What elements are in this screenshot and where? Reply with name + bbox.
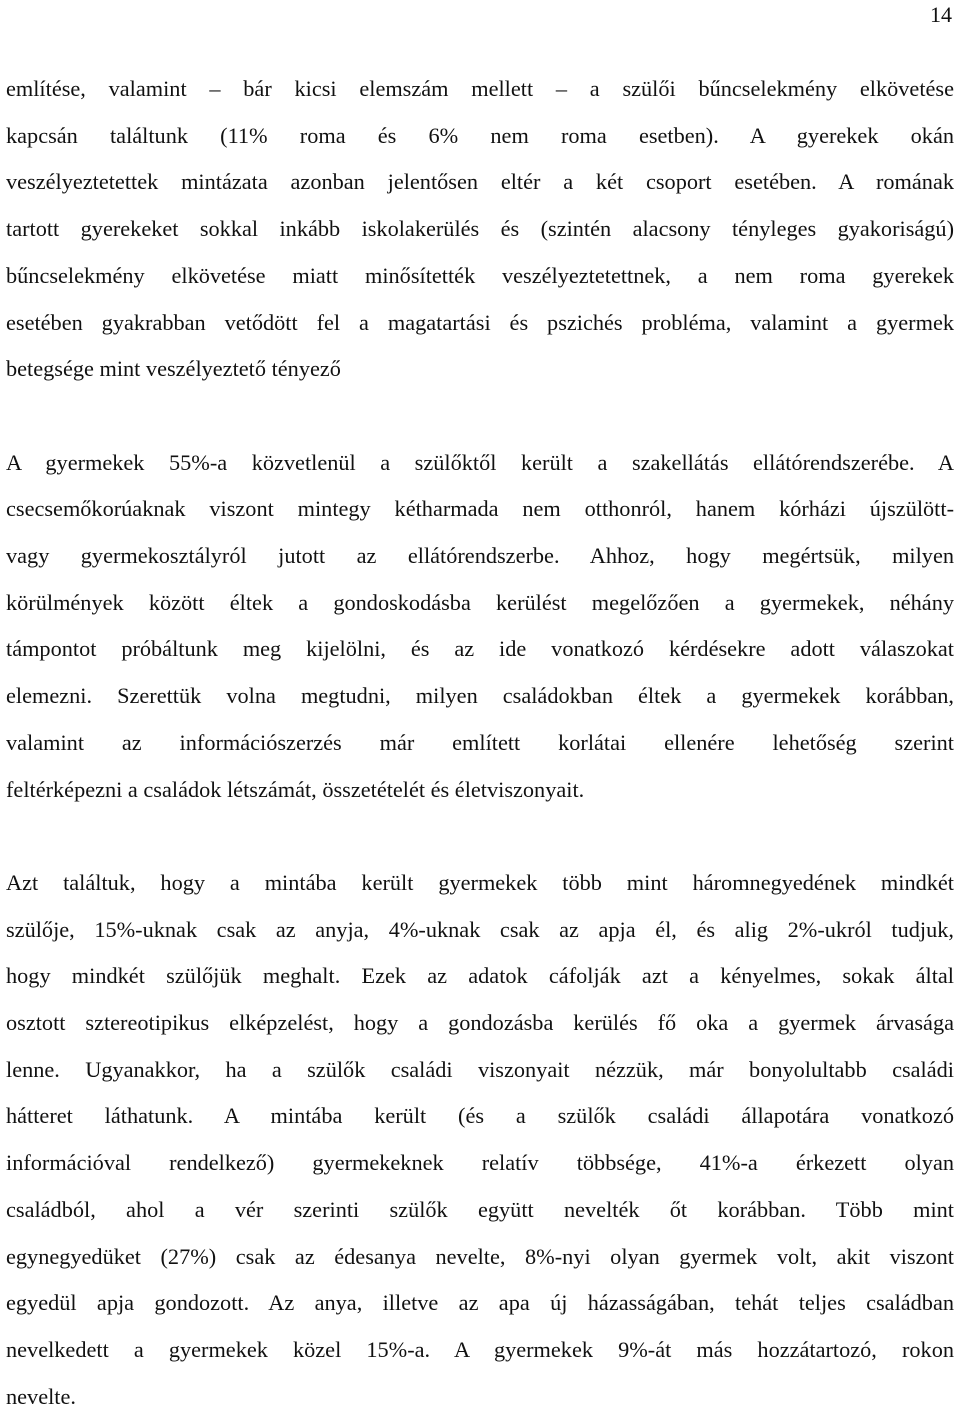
text-line: A gyermekek 55%-a közvetlenül a szülőktől került a szakellátás ellátórendszerébe. A bbox=[6, 449, 954, 475]
text-line: családból, ahol a vér szerinti szülők együtt nevelték őt korábban. Több mint bbox=[6, 1196, 954, 1222]
text-line: információval rendelkező) gyermekeknek relatív többsége, 41%-a érkezett olyan bbox=[6, 1150, 954, 1176]
paragraph-3 bbox=[6, 860, 954, 1420]
text-line: körülmények között éltek a gondoskodásba kerülést megelőzően a gyermekek, néhány bbox=[6, 589, 954, 615]
text-line: tartott gyerekeket sokkal inkább iskolakerülés és (szintén alacsony tényleges gyakoriságú) bbox=[6, 216, 954, 242]
text-line: feltérképezni a családok létszámát, összetételét és életviszonyait. bbox=[6, 776, 585, 802]
text-line: veszélyeztetettek mintázata azonban jelentősen eltér a két csoport esetében. A romának bbox=[6, 169, 954, 195]
text-line: vagy gyermekosztályról jutott az ellátórendszerbe. Ahhoz, hogy megértsük, milyen bbox=[6, 543, 954, 569]
text-line: említése, valamint – bár kicsi elemszám mellett – a szülői bűncselekmény elkövetése bbox=[6, 76, 954, 101]
text-line: egyedül apja gondozott. Az anya, illetve az apa új házasságában, tehát teljes családban bbox=[6, 1290, 954, 1316]
text-line: Azt találtuk, hogy a mintába került gyermekek több mint háromnegyedének mindkét bbox=[6, 869, 954, 895]
text-line: kapcsán találtunk (11% roma és 6% nem roma esetben). A gyerekek okán bbox=[6, 122, 954, 148]
text-line: bűncselekmény elkövetése miatt minősítették veszélyeztetettnek, a nem roma gyerekek bbox=[6, 262, 954, 288]
paragraph-2 bbox=[6, 440, 954, 814]
text-line: osztott sztereotipikus elképzelést, hogy a gondozásba kerülés fő oka a gyermek árvasága bbox=[6, 1010, 954, 1036]
text-line: támpontot próbáltunk meg kijelölni, és az ide vonatkozó kérdésekre adott válaszokat bbox=[6, 636, 954, 662]
text-line: lenne. Ugyanakkor, ha a szülők családi viszonyait nézzük, már bonyolultabb családi bbox=[6, 1056, 954, 1082]
text-line: elemezni. Szerettük volna megtudni, milyen családokban éltek a gyermekek korábban, bbox=[6, 683, 954, 709]
text-line: valamint az információszerzés már említett korlátai ellenére lehetőség szerint bbox=[6, 729, 954, 755]
text-line: szülője, 15%-uknak csak az anyja, 4%-uknak csak az apja él, és alig 2%-ukról tudjuk, bbox=[6, 916, 954, 942]
text-line: csecsemőkorúaknak viszont mintegy kétharmada nem otthonról, hanem kórházi újszülött- bbox=[6, 496, 954, 522]
page-number: 14 bbox=[930, 2, 952, 27]
text-line: egynegyedüket (27%) csak az édesanya nevelte, 8%-nyi olyan gyermek volt, akit viszont bbox=[6, 1243, 954, 1269]
text-line: esetében gyakrabban vetődött fel a magatartási és pszichés probléma, valamint a gyermek bbox=[6, 309, 954, 335]
text-line: nevelte. bbox=[6, 1383, 76, 1409]
document-body bbox=[6, 66, 954, 1420]
paragraph-1 bbox=[6, 66, 954, 393]
text-line: hátteret láthatunk. A mintába került (és a szülők családi állapotára vonatkozó bbox=[6, 1103, 954, 1129]
paragraph-gap bbox=[6, 393, 954, 440]
text-line: betegsége mint veszélyeztető tényező bbox=[6, 356, 341, 382]
text-line: nevelkedett a gyermekek közel 15%-a. A gyermekek 9%-át más hozzátartozó, rokon bbox=[6, 1336, 954, 1362]
text-line: hogy mindkét szülőjük meghalt. Ezek az adatok cáfolják azt a kényelmes, sokak által bbox=[6, 963, 954, 989]
paragraph-gap bbox=[6, 813, 954, 860]
